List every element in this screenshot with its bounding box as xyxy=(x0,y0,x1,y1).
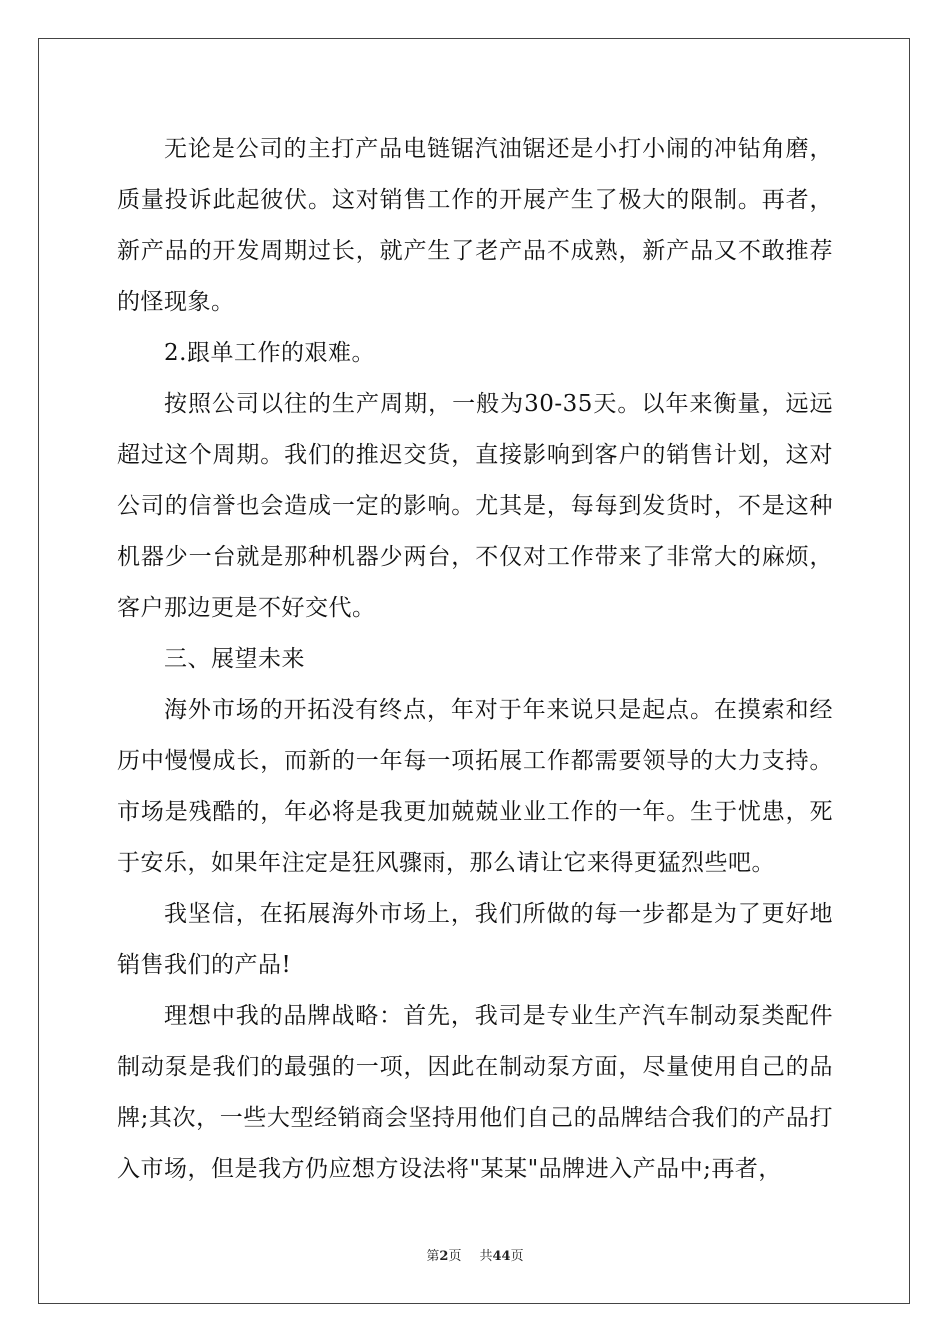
page-suffix: 页 xyxy=(448,1249,462,1264)
paragraph: 2.跟单工作的艰难。 xyxy=(164,340,375,366)
paragraph: 我坚信，在拓展海外市场上，我们所做的每一步都是为了更好地销售我们的产品! xyxy=(117,901,833,978)
page-prefix: 第 xyxy=(426,1249,440,1264)
total-suffix: 页 xyxy=(510,1249,524,1264)
page-footer xyxy=(0,1249,950,1265)
total-pages: 44 xyxy=(492,1249,511,1264)
paragraph: 理想中我的品牌战略：首先，我司是专业生产汽车制动泵类配件制动泵是我们的最强的一项，因此在制动泵方面，尽量使用自己的品牌;其次，一些大型经销商会坚持用他们自己的品牌结合我们的产品打入市场，但是我方仍应想方设法将"某某"品牌进入产品中;再者， xyxy=(117,1003,833,1182)
paragraph: 按照公司以往的生产周期，一般为30-35天。以年来衡量，远远超过这个周期。我们的推迟交货，直接影响到客户的销售计划，这对公司的信誉也会造成一定的影响。尤其是，每每到发货时，不是这种机器少一台就是那种机器少两台，不仅对工作带来了非常大的麻烦，客户那边更是不好交代。 xyxy=(117,391,833,621)
section-heading: 三、展望未来 xyxy=(164,646,305,672)
document-body xyxy=(117,124,833,1195)
paragraph: 无论是公司的主打产品电链锯汽油锯还是小打小闹的冲钻角磨，质量投诉此起彼伏。这对销售工作的开展产生了极大的限制。再者，新产品的开发周期过长，就产生了老产品不成熟，新产品又不敢推荐的怪现象。 xyxy=(117,136,833,315)
total-prefix: 共 xyxy=(479,1249,493,1264)
paragraph: 海外市场的开拓没有终点，年对于年来说只是起点。在摸索和经历中慢慢成长，而新的一年每一项拓展工作都需要领导的大力支持。市场是残酷的，年必将是我更加兢兢业业工作的一年。生于忧患，死于安乐，如果年注定是狂风骤雨，那么请让它来得更猛烈些吧。 xyxy=(117,697,833,876)
page-number: 2 xyxy=(439,1249,449,1264)
